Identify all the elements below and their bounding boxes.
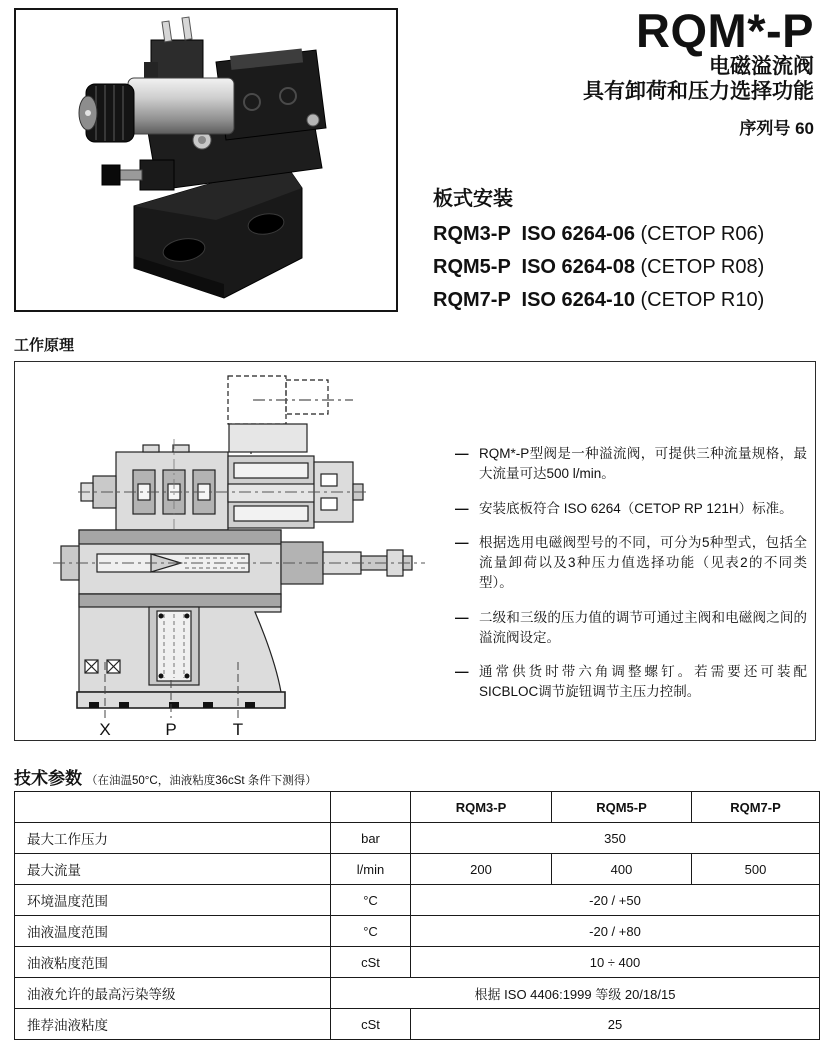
knurled-knob (79, 84, 134, 142)
title-block (583, 6, 814, 139)
model-code: RQM3-P ISO 6264-06 (433, 223, 635, 245)
principle-bullet (455, 444, 807, 485)
port-label-p: P (165, 720, 177, 738)
model-cetop: (CETOP R06) (634, 223, 765, 245)
bullet-text: 二级和三级的压力值的调节可通过主阀和电磁阀之间的溢流阀设定。 (479, 609, 807, 645)
unit-cell: l/min (331, 854, 411, 885)
val-cell: 500 (692, 854, 820, 885)
page-subtitle-2: 具有卸荷和压力选择功能 (583, 80, 814, 104)
model-line-rqm5 (433, 256, 764, 279)
param-cell: 推荐油液粘度 (15, 1009, 331, 1040)
unit-cell: cSt (331, 1009, 411, 1040)
port-label-x: X (99, 720, 111, 738)
table-row (15, 823, 820, 854)
model-line-rqm7 (433, 289, 764, 312)
tech-params-note: （在油温50°C，油液粘度36cSt 条件下测得） (86, 775, 317, 787)
column-header-rqm3: RQM3-P (411, 792, 552, 823)
table-row (15, 947, 820, 978)
param-cell: 油液温度范围 (15, 916, 331, 947)
page-subtitle-1: 电磁溢流阀 (709, 55, 814, 79)
unit-cell: °C (331, 916, 411, 947)
working-principle-heading: 工作原理 (14, 337, 75, 354)
table-row (15, 1009, 820, 1040)
table-row (15, 885, 820, 916)
bullet-text: 安装底板符合 ISO 6264（CETOP RP 121H）标准。 (479, 500, 793, 516)
principle-bullet (455, 608, 807, 649)
product-photo-icon (16, 10, 392, 306)
val-cell: 25 (411, 1009, 820, 1040)
bullet-text: RQM*-P型阀是一种溢流阀，可提供三种流量规格，最大流量可达500 l/min。 (479, 446, 807, 482)
column-header-rqm5: RQM5-P (552, 792, 692, 823)
tech-params-heading: 技术参数 (14, 769, 82, 788)
unit-cell: cSt (331, 947, 411, 978)
param-cell: 油液粘度范围 (15, 947, 331, 978)
valve-cross-section-drawing (23, 364, 443, 738)
port-label-t: T (232, 720, 244, 738)
column-header-rqm7: RQM7-P (692, 792, 820, 823)
val-cell: 根据 ISO 4406:1999 等级 20/18/15 (331, 978, 820, 1009)
bullet-text: 根据选用电磁阀型号的不同，可分为5种型式，包括全流量卸荷以及3种压力值选择功能（见表2的不同类型）。 (479, 534, 807, 591)
bullet-dash-icon: — (455, 664, 469, 679)
val-cell: -20 / +50 (411, 885, 820, 916)
val-cell: 400 (552, 854, 692, 885)
mounting-block (433, 182, 764, 322)
tech-params-tbody (15, 823, 820, 1040)
model-code: RQM5-P ISO 6264-08 (433, 256, 635, 278)
principle-bullet (455, 499, 807, 519)
model-cetop: (CETOP R10) (634, 289, 765, 311)
lower-body-section (77, 594, 285, 708)
val-cell: 350 (411, 823, 820, 854)
page-title: RQM*-P (636, 4, 814, 57)
header-empty-unit (331, 792, 411, 823)
working-principle-box (14, 361, 816, 741)
principle-bullet (455, 533, 807, 594)
unit-cell: bar (331, 823, 411, 854)
table-row (15, 916, 820, 947)
bullet-dash-icon: — (455, 534, 469, 550)
table-header-row (15, 792, 820, 823)
series-number: 序列号 60 (739, 118, 814, 138)
solenoid-tube (128, 78, 234, 134)
table-row (15, 978, 820, 1009)
param-cell: 最大工作压力 (15, 823, 331, 854)
header-empty-param (15, 792, 331, 823)
val-cell: -20 / +80 (411, 916, 820, 947)
param-cell: 环境温度范围 (15, 885, 331, 916)
table-row (15, 854, 820, 885)
product-photo-frame (14, 8, 398, 312)
val-cell: 200 (411, 854, 552, 885)
val-cell: 10 ÷ 400 (411, 947, 820, 978)
tech-params-heading-row (14, 764, 317, 789)
model-code: RQM7-P ISO 6264-10 (433, 289, 635, 311)
mounting-heading: 板式安装 (433, 188, 513, 210)
bullet-text: 通常供货时带六角调整螺钉。若需要还可装配SICBLOC调节旋钮调节主压力控制。 (479, 664, 807, 700)
bullet-dash-icon: — (455, 500, 469, 516)
main-valve-section (61, 530, 281, 594)
model-cetop: (CETOP R08) (634, 256, 765, 278)
principle-bullet (455, 662, 807, 703)
tech-params-table (14, 791, 820, 1040)
principle-bullets (455, 444, 807, 717)
param-cell: 最大流量 (15, 854, 331, 885)
param-cell: 油液允许的最高污染等级 (15, 978, 331, 1009)
model-line-rqm3 (433, 223, 764, 246)
unit-cell: °C (331, 885, 411, 916)
bullet-dash-icon: — (455, 446, 469, 461)
bullet-dash-icon: — (455, 609, 469, 625)
